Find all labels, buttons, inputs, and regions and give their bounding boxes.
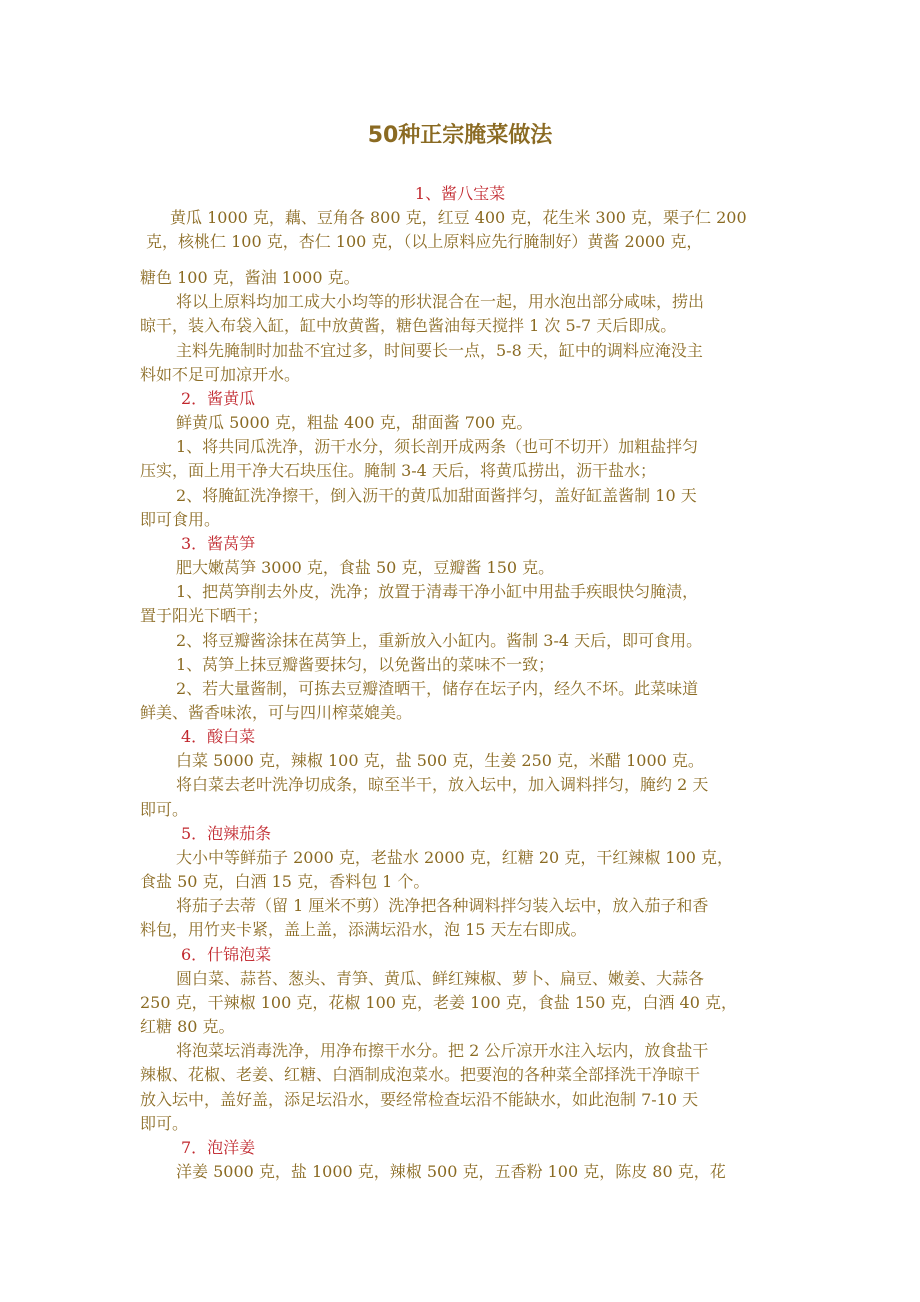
body-line: 白菜 5000 克，辣椒 100 克，盐 500 克，生姜 250 克，米醋 1000 克。 bbox=[176, 751, 704, 770]
body-line: 250 克，干辣椒 100 克，花椒 100 克，老姜 100 克，食盐 150 克，白酒 40 克， bbox=[140, 993, 738, 1012]
body-line: 红糖 80 克。 bbox=[140, 1017, 235, 1036]
body-line: 即可。 bbox=[140, 1114, 189, 1133]
body-line: 即可。 bbox=[140, 800, 189, 819]
body-line: 置于阳光下晒干； bbox=[140, 606, 269, 625]
body-line: 将泡菜坛消毒洗净，用净布擦干水分。把 2 公斤凉开水注入坛内，放食盐干 bbox=[176, 1041, 709, 1060]
body-line: 1、将共同瓜洗净，沥干水分，须长剖开成两条（也可不切开）加粗盐拌匀 bbox=[176, 437, 699, 456]
body-line: 压实，面上用干净大石块压住。腌制 3-4 天后，将黄瓜捞出，沥干盐水； bbox=[140, 461, 656, 480]
section-heading: 6．什锦泡菜 bbox=[181, 945, 272, 964]
body-line: 圆白菜、蒜苔、葱头、青笋、黄瓜、鲜红辣椒、萝卜、扁豆、嫩姜、大蒜各 bbox=[176, 969, 705, 988]
body-line: 将以上原料均加工成大小均等的形状混合在一起，用水泡出部分咸味，捞出 bbox=[176, 292, 705, 311]
body-line: 即可食用。 bbox=[140, 510, 221, 529]
body-line: 克，核桃仁 100 克，杏仁 100 克，（以上原料应先行腌制好）黄酱 2000 克， bbox=[146, 232, 703, 251]
body-line: 大小中等鲜茄子 2000 克，老盐水 2000 克，红糖 20 克，干红辣椒 100 克， bbox=[176, 848, 734, 867]
body-line: 料包，用竹夹卡紧，盖上盖，添满坛沿水，泡 15 天左右即成。 bbox=[140, 920, 587, 939]
body-line: 食盐 50 克，白酒 15 克，香料包 1 个。 bbox=[140, 872, 430, 891]
body-line: 1、莴笋上抹豆瓣酱要抹匀，以免酱出的菜味不一致； bbox=[176, 655, 555, 674]
body-line: 糖色 100 克，酱油 1000 克。 bbox=[140, 268, 360, 287]
body-line: 辣椒、花椒、老姜、红糖、白酒制成泡菜水。把要泡的各种菜全部择洗干净晾干 bbox=[140, 1065, 701, 1084]
body-line: 鲜黄瓜 5000 克，粗盐 400 克，甜面酱 700 克。 bbox=[176, 413, 533, 432]
section-heading: 2．酱黄瓜 bbox=[181, 389, 256, 408]
section-heading: 1、酱八宝菜 bbox=[414, 184, 506, 203]
document-title: 50种正宗腌菜做法 bbox=[367, 123, 553, 148]
section-heading: 5．泡辣茄条 bbox=[181, 824, 272, 843]
body-line: 放入坛中，盖好盖，添足坛沿水，要经常检查坛沿不能缺水，如此泡制 7-10 天 bbox=[140, 1090, 699, 1109]
body-line: 鲜美、酱香味浓，可与四川榨菜媲美。 bbox=[140, 703, 413, 722]
body-line: 晾干，装入布袋入缸，缸中放黄酱，糖色酱油每天搅拌 1 次 5-7 天后即成。 bbox=[140, 316, 677, 335]
body-line: 2、将豆瓣酱涂抹在莴笋上，重新放入小缸内。酱制 3-4 天后，即可食用。 bbox=[176, 631, 703, 650]
body-line: 1、把莴笋削去外皮，洗净；放置于清毒干净小缸中用盐手疾眼快匀腌渍， bbox=[176, 582, 699, 601]
body-line: 洋姜 5000 克，盐 1000 克，辣椒 500 克，五香粉 100 克，陈皮 80 克，花 bbox=[176, 1162, 726, 1181]
section-heading: 3．酱莴笋 bbox=[181, 534, 256, 553]
body-line: 将白菜去老叶洗净切成条，晾至半干，放入坛中，加入调料拌匀，腌约 2 天 bbox=[176, 775, 709, 794]
body-line: 肥大嫩莴笋 3000 克，食盐 50 克，豆瓣酱 150 克。 bbox=[176, 558, 555, 577]
section-heading: 7．泡洋姜 bbox=[181, 1138, 256, 1157]
body-line: 黄瓜 1000 克，藕、豆角各 800 克，红豆 400 克，花生米 300 克，栗子仁 200 bbox=[170, 208, 747, 227]
section-heading: 4．酸白菜 bbox=[181, 727, 256, 746]
body-line: 将茄子去蒂（留 1 厘米不剪）洗净把各种调料拌匀装入坛中，放入茄子和香 bbox=[176, 896, 709, 915]
body-line: 2、若大量酱制，可拣去豆瓣渣晒干，储存在坛子内，经久不坏。此菜味道 bbox=[176, 679, 699, 698]
body-line: 主料先腌制时加盐不宜过多，时间要长一点，5-8 天，缸中的调料应淹没主 bbox=[176, 341, 703, 360]
body-line: 2、将腌缸洗净擦干，倒入沥干的黄瓜加甜面酱拌匀，盖好缸盖酱制 10 天 bbox=[176, 486, 697, 505]
body-line: 料如不足可加凉开水。 bbox=[140, 365, 301, 384]
